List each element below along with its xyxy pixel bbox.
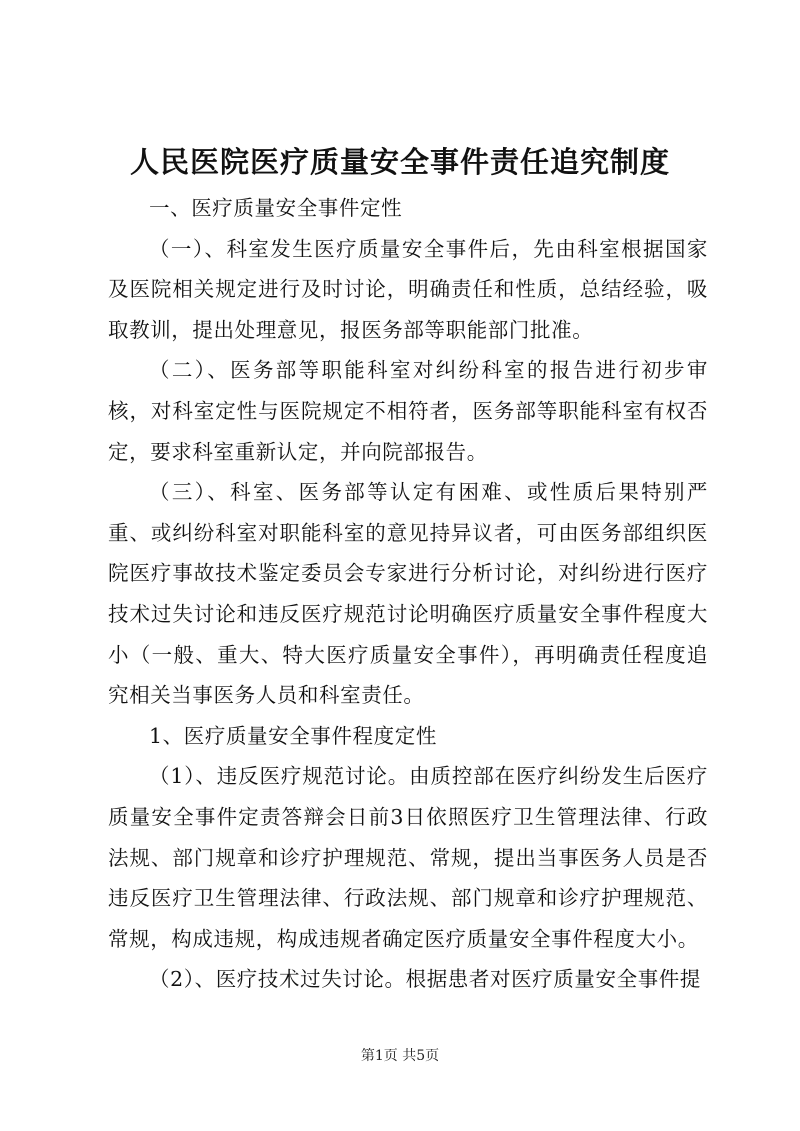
paragraph: （1）、违反医疗规范讨论。由质控部在医疗纠纷发生后医疗质量安全事件定责答辩会日前3日依照医疗卫生管理法律、行政法规、部门规章和诊疗护理规范、常规，提出当事医务人员是否违反医疗卫生管理法律、行政法规、部门规章和诊疗护理规范、常规，构成违规，构成违规者确定医疗质量安全事件程度大小。 [108,764,708,951]
subsection-heading: 1、医疗质量安全事件程度定性 [149,723,437,748]
document-title: 人民医院医疗质量安全事件责任追究制度 [129,145,670,179]
section-heading: 一、医疗质量安全事件定性 [149,196,403,220]
paragraph: （一）、科室发生医疗质量安全事件后，先由科室根据国家及医院相关规定进行及时讨论，明确责任和性质，总结经验，吸取教训，提出处理意见，报医务部等职能部门批准。 [108,236,708,342]
page-footer: 第1页 共5页 [360,1048,440,1064]
document-body [108,188,708,1000]
paragraph: （三）、科室、医务部等认定有困难、或性质后果特别严重、或纠纷科室对职能科室的意见持异议者，可由医务部组织医院医疗事故技术鉴定委员会专家进行分析讨论，对纠纷进行医疗技术过失讨论和违反医疗规范讨论明确医疗质量安全事件程度大小（一般、重大、特大医疗质量安全事件），再明确责任程度追究相关当事医务人员和科室责任。 [108,480,708,708]
paragraph: （二）、医务部等职能科室对纠纷科室的报告进行初步审核，对科室定性与医院规定不相符者，医务部等职能科室有权否定，要求科室重新认定，并向院部报告。 [108,358,708,464]
paragraph: （2）、医疗技术过失讨论。根据患者对医疗质量安全事件提 [149,967,701,992]
